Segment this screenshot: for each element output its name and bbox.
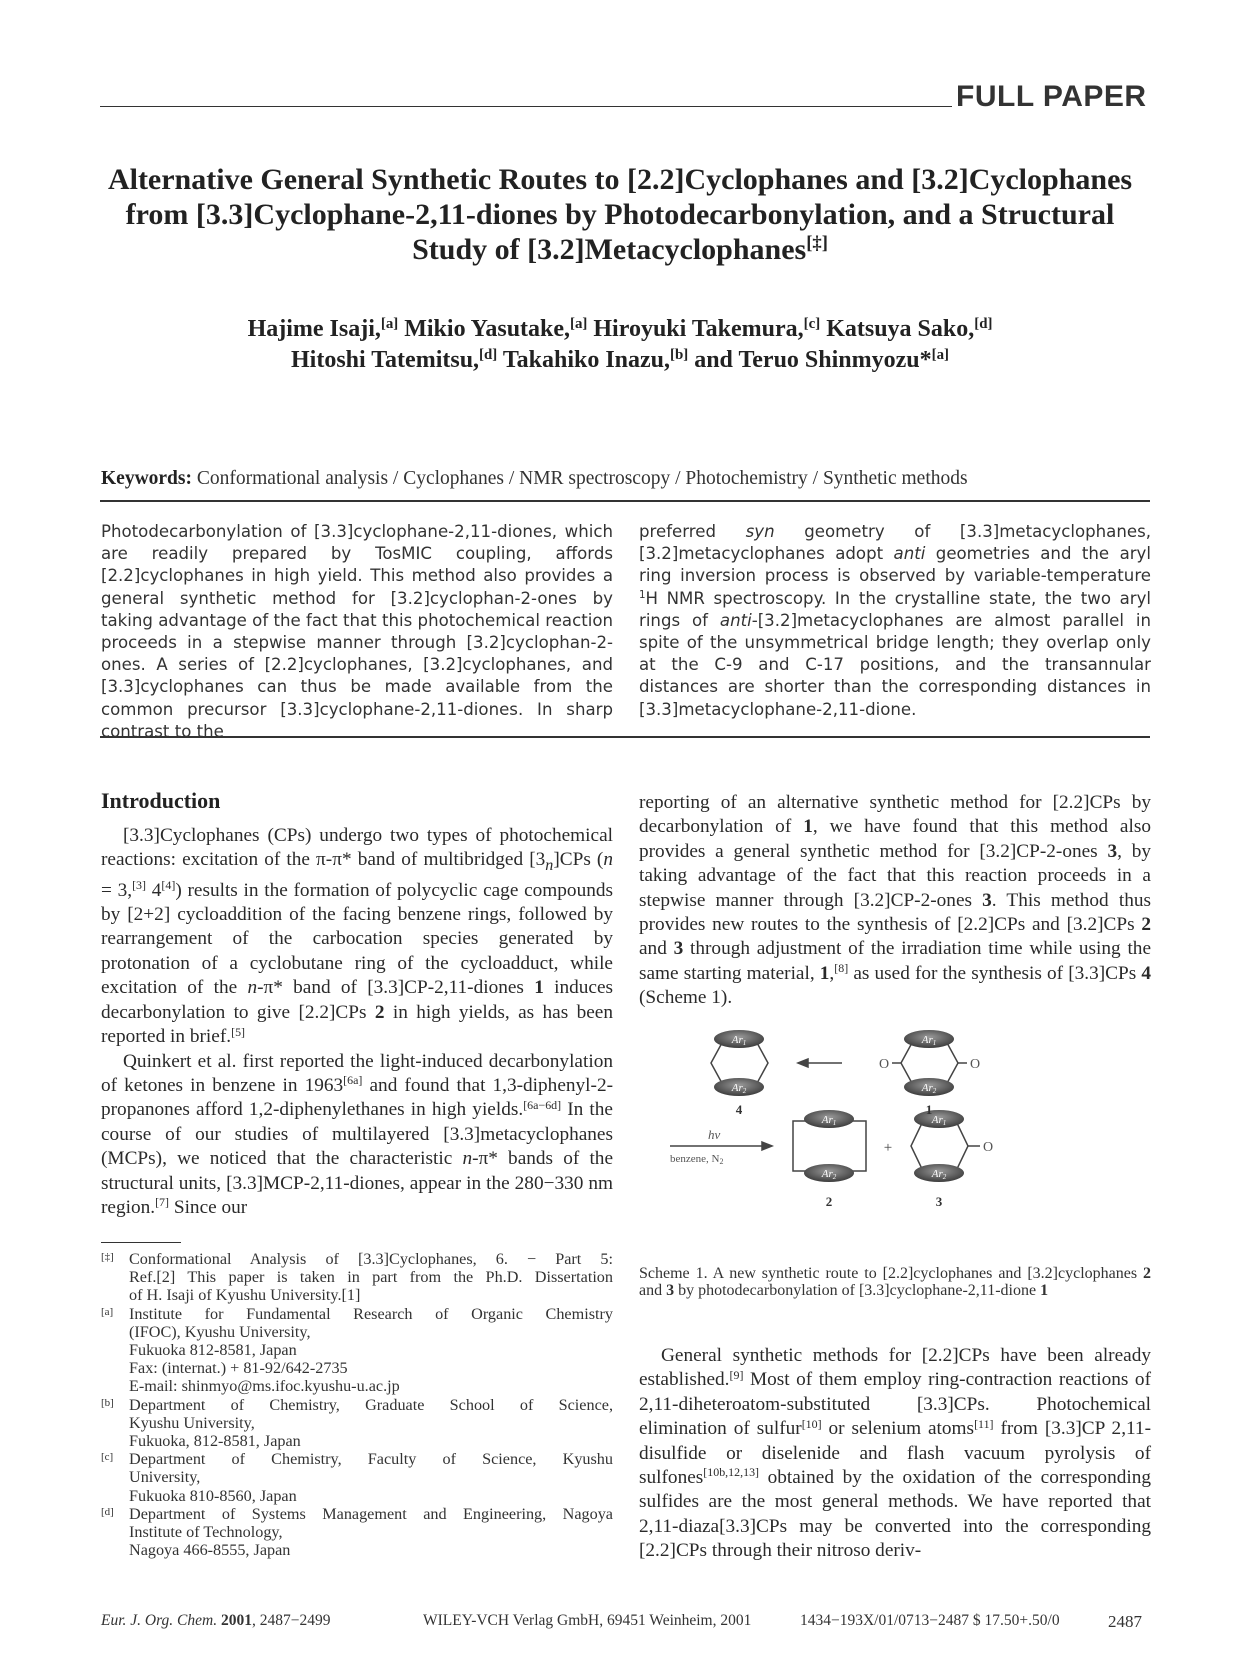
abstract-right: preferred syn geometry of [3.3]metacyclophanes, [3.2]metacyclophanes adopt anti geometries and the aryl ring inversion process is observed by variable-temperature $^1$H NMR spectroscopy. In the crystalline state, the two aryl rings of anti-[3.2]metacyclophanes are almost parallel in spite of the unsymmetrical bridge length; they overlap only at the C-9 and C-17 positions, and the transannular distances are shorter than the corresponding distances in [3.3]metacyclophane-2,11-dione. — [639, 522, 1151, 719]
footnote-affiliation-b: [b] Department of Chemistry, Graduate School of Science, Kyushu University, Fukuoka, 812-8581, Japan — [101, 1395, 613, 1451]
compound-number-1: 1 — [925, 1102, 933, 1117]
footer-issn: 1434−193X/01/0713−2487 $ 17.50+.50/0 — [800, 1612, 1060, 1629]
compound-number-2: 2 — [825, 1194, 833, 1209]
compound-3-bridges — [911, 1121, 968, 1171]
compound-2-bridges — [793, 1121, 866, 1171]
title-line-2: from [3.3]Cyclophane-2,11-diones by Photodecarbonylation, and a Structural — [125, 198, 1115, 231]
paragraph: [3.3]Cyclophanes (CPs) undergo two types of photochemical reactions: excitation of the π-π* band of multibridged $[3_n]CPs$ (n = 3,[3] 4[4]) results in the formation of polycyclic cage compounds by [2+2] cycloaddition of the facing benzene rings, followed by rearrangement of the carbocation species generated by protonation of a cyclobutane ring of the cycloadduct, while excitation of the n-π* band of [3.3]CP-2,11-diones 1 induces decarbonylation to give [2.2]CPs 2 in high yields, as has been reported in brief.[5] — [101, 825, 614, 1048]
title-line-1: Alternative General Synthetic Routes to [2.2]Cyclophanes and [3.2]Cyclophanes — [107, 163, 1133, 196]
svg-text:Ar2: Ar2 — [921, 1082, 937, 1095]
author: Hiroyuki Takemura, — [593, 316, 804, 342]
paragraph: reporting of an alternative synthetic method for [2.2]CPs by decarbonylation of 1, we have found that this method also provides a general synthetic method for [3.2]CP-2-ones 3, by taking advantage of the fact that this reaction proceeds in a stepwise manner through [3.2]CP-2-ones 3. This method thus provides new routes to the synthesis of [2.2]CPs and [3.2]CPs 2 and 3 through adjustment of the irradiation time while using the same starting material, 1,[8] as used for the synthesis of [3.3]CPs 4 (Scheme 1). — [639, 792, 1152, 1009]
author: Hajime Isaji, — [247, 316, 381, 342]
scheme-1-caption: Scheme 1. A new synthetic route to [2.2]cyclophanes and [3.2]cyclophanes 2 and 3 by photodecarbonylation of [3.3]cyclophane-2,11-dione 1 — [639, 1265, 1151, 1299]
author-list — [90, 314, 1150, 376]
footer-publisher: WILEY-VCH Verlag GmbH, 69451 Weinheim, 2001 — [423, 1612, 752, 1629]
keywords-rule — [100, 500, 1150, 502]
section-heading-introduction: Introduction — [101, 788, 221, 813]
intro-left-column — [101, 824, 613, 1220]
title-line-3: Study of [3.2]Metacyclophanes[‡] — [412, 232, 828, 266]
author-line-1: Hajime Isaji,[a] Mikio Yasutake,[a] Hiroyuki Takemura,[c] Katsuya Sako,[d] — [247, 315, 993, 342]
carbonyl-oxygen: O — [982, 1140, 994, 1155]
footnote-affiliation-c: [c] Department of Chemistry, Faculty of Science, Kyushu University, Fukuoka 810-8560, Japan — [101, 1450, 613, 1505]
abstract-rule — [100, 736, 1150, 738]
hv-label: hν — [708, 1127, 721, 1142]
author-line-2: Hitoshi Tatemitsu,[d] Takahiko Inazu,[b] and Teruo Shinmyozu*[a] — [291, 346, 949, 373]
keywords-label: Keywords: — [101, 468, 192, 489]
conditions-label: benzene, N2 — [670, 1153, 724, 1166]
footnote-rule — [101, 1242, 181, 1243]
svg-text:Ar1: Ar1 — [921, 1034, 937, 1047]
svg-text:Ar2: Ar2 — [931, 1168, 947, 1181]
author: Hitoshi Tatemitsu, — [291, 347, 480, 373]
footnote-affiliation-a: [a] Institute for Fundamental Research of Organic Chemistry (IFOC), Kyushu University, Fukuoka 812-8581, Japan Fax: (internat.) + 81-92/642-2735 E-mail: shinmyo@ms.ifoc.kyushu-u.ac.jp — [101, 1304, 613, 1396]
author: and Teruo Shinmyozu* — [694, 347, 932, 373]
abstract-left: Photodecarbonylation of [3.3]cyclophane-2,11-diones, which are readily prepared by TosMIC coupling, affords [2.2]cyclophanes in high yield. This method also provides a general synthetic method for [3.2]cyclophan-2-ones by taking advantage of the fact that this photochemical reaction proceeds in a stepwise manner through [3.2]cyclophan-2-ones. A series of [2.2]cyclophanes, [3.2]cyclophanes, and [3.3]cyclophanes can thus be made available from the common precursor [3.3]cyclophane-2,11-diones. In sharp contrast to the — [101, 522, 613, 741]
keywords — [101, 468, 1151, 490]
carbonyl-oxygen: O — [969, 1057, 981, 1072]
paragraph: Quinkert et al. first reported the light-induced decarbonylation of ketones in benzene in 1963[6a] and found that 1,3-diphenyl-2-propanones afford 1,2-diphenylethanes in high yields.[6a−6d] In the course of our studies of multilayered [3.3]metacyclophanes (MCPs), we noticed that the characteristic n-π* bands of the structural units, [3.3]MCP-2,11-diones, appear in the 280−330 nm region.[7] Since our — [101, 1050, 614, 1218]
compound-number-3: 3 — [935, 1194, 943, 1209]
carbonyl-oxygen: O — [878, 1057, 890, 1072]
scheme-1-diagram — [668, 1026, 1118, 1256]
svg-text:Ar1: Ar1 — [821, 1114, 837, 1127]
footnote-affiliation-d: [d] Department of Systems Management and Engineering, Nagoya Institute of Technology, Nagoya 466-8555, Japan — [101, 1504, 613, 1560]
intro-right-column-top — [639, 791, 1151, 1011]
intro-right-column-bottom — [639, 1344, 1151, 1564]
footnote-title: [‡] Conformational Analysis of [3.3]Cyclophanes, 6. − Part 5: Ref.[2] This paper is taken in part from the Ph.D. Dissertation of H. Isaji of Kyushu University.[1] — [101, 1250, 613, 1305]
compound-number-4: 4 — [735, 1102, 743, 1117]
author: Katsuya Sako, — [826, 316, 975, 342]
svg-text:Ar2: Ar2 — [731, 1082, 747, 1095]
svg-text:Ar1: Ar1 — [931, 1114, 947, 1127]
author: Mikio Yasutake, — [404, 316, 571, 342]
page-number: 2487 — [1108, 1612, 1142, 1631]
header-rule — [100, 106, 952, 107]
plus-sign: + — [883, 1140, 893, 1156]
svg-text:Ar2: Ar2 — [821, 1168, 837, 1181]
paper-title — [90, 162, 1150, 267]
footer-citation: Eur. J. Org. Chem. 2001, 2487−2499 — [101, 1612, 331, 1629]
title-footnote-mark: [‡] — [806, 232, 828, 254]
section-label: FULL PAPER — [956, 80, 1147, 113]
author: Takahiko Inazu, — [502, 347, 671, 373]
keywords-text: Conformational analysis / Cyclophanes / NMR spectroscopy / Photochemistry / Synthetic methods — [196, 468, 968, 489]
paragraph: General synthetic methods for [2.2]CPs have been already established.[9] Most of them employ ring-contraction reactions of 2,11-diheteroatom-substituted [3.3]CPs. Photochemical elimination of sulfur[10] or selenium atoms[11] from [3.3]CP 2,11-disulfide or diselenide and flash vacuum pyrolysis of sulfones[10b,12,13] obtained by the oxidation of the corresponding sulfides are the most general methods. We have reported that 2,11-diaza[3.3]CPs may be converted into the corresponding [2.2]CPs through their nitroso deriv- — [639, 1345, 1151, 1562]
svg-text:Ar1: Ar1 — [731, 1034, 747, 1047]
footnotes — [101, 1250, 613, 1559]
